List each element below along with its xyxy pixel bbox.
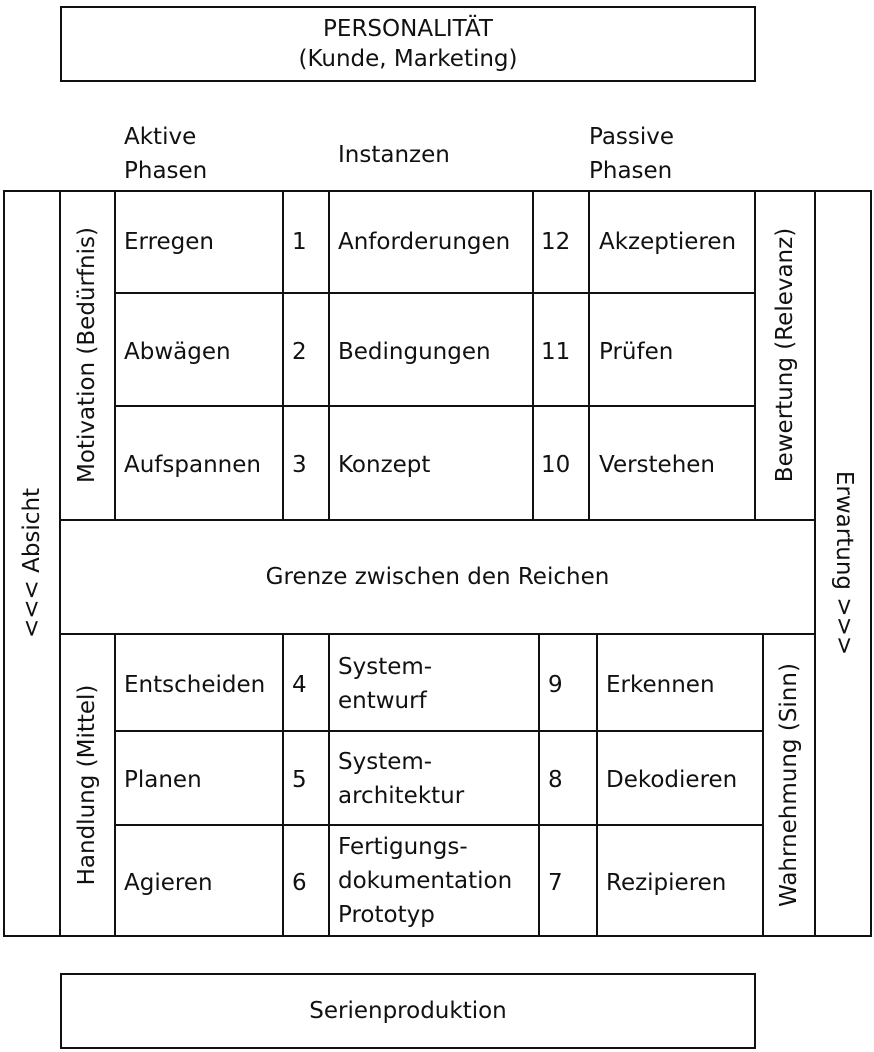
header-active-phases: Aktive Phasen <box>124 124 208 184</box>
active-phase-3: Aufspannen <box>124 452 261 478</box>
number-3: 3 <box>292 452 307 478</box>
instance-5: System- architektur <box>338 749 465 809</box>
boundary-row <box>61 521 814 633</box>
header-passive-phases: Passive Phasen <box>589 124 675 184</box>
label-motivation: Motivation (Bedürfnis) <box>74 227 100 483</box>
personality-box <box>60 6 756 82</box>
active-phase-4: Entscheiden <box>124 672 266 698</box>
number-7: 7 <box>548 870 563 896</box>
active-phase-5: Planen <box>124 767 202 793</box>
label-expectation: Erwartung >>> <box>831 470 857 656</box>
number-5: 5 <box>292 767 307 793</box>
personality-title: PERSONALITÄT <box>323 16 493 42</box>
passive-phase-12: Akzeptieren <box>599 229 737 255</box>
boundary-label: Grenze zwischen den Reichen <box>265 564 610 590</box>
active-phase-6: Agieren <box>124 870 213 896</box>
instance-2: Bedingungen <box>338 339 491 365</box>
passive-phase-10: Verstehen <box>599 452 716 478</box>
number-12: 12 <box>541 229 571 255</box>
number-6: 6 <box>292 870 307 896</box>
series-production-box <box>60 973 756 1049</box>
header-instances: Instanzen <box>338 142 450 168</box>
label-perception: Wahrnehmung (Sinn) <box>776 663 802 907</box>
number-10: 10 <box>541 452 571 478</box>
instance-1: Anforderungen <box>338 229 511 255</box>
series-production-label: Serienproduktion <box>309 998 507 1024</box>
number-1: 1 <box>292 229 307 255</box>
personality-subtitle: (Kunde, Marketing) <box>298 46 518 72</box>
label-action: Handlung (Mittel) <box>74 684 100 886</box>
active-phase-2: Abwägen <box>124 339 231 365</box>
instance-6: Fertigungs- dokumentation Prototyp <box>338 834 513 928</box>
passive-phase-7: Rezipieren <box>606 870 727 896</box>
number-11: 11 <box>541 339 571 365</box>
instance-3: Konzept <box>338 452 431 478</box>
label-intention: <<< Absicht <box>19 487 45 639</box>
number-9: 9 <box>548 672 563 698</box>
instance-4: System- entwurf <box>338 654 433 714</box>
number-2: 2 <box>292 339 307 365</box>
number-8: 8 <box>548 767 563 793</box>
passive-phase-11: Prüfen <box>599 339 674 365</box>
passive-phase-8: Dekodieren <box>606 767 738 793</box>
active-phase-1: Erregen <box>124 229 215 255</box>
label-evaluation: Bewertung (Relevanz) <box>772 227 798 483</box>
number-4: 4 <box>292 672 307 698</box>
passive-phase-9: Erkennen <box>606 672 715 698</box>
